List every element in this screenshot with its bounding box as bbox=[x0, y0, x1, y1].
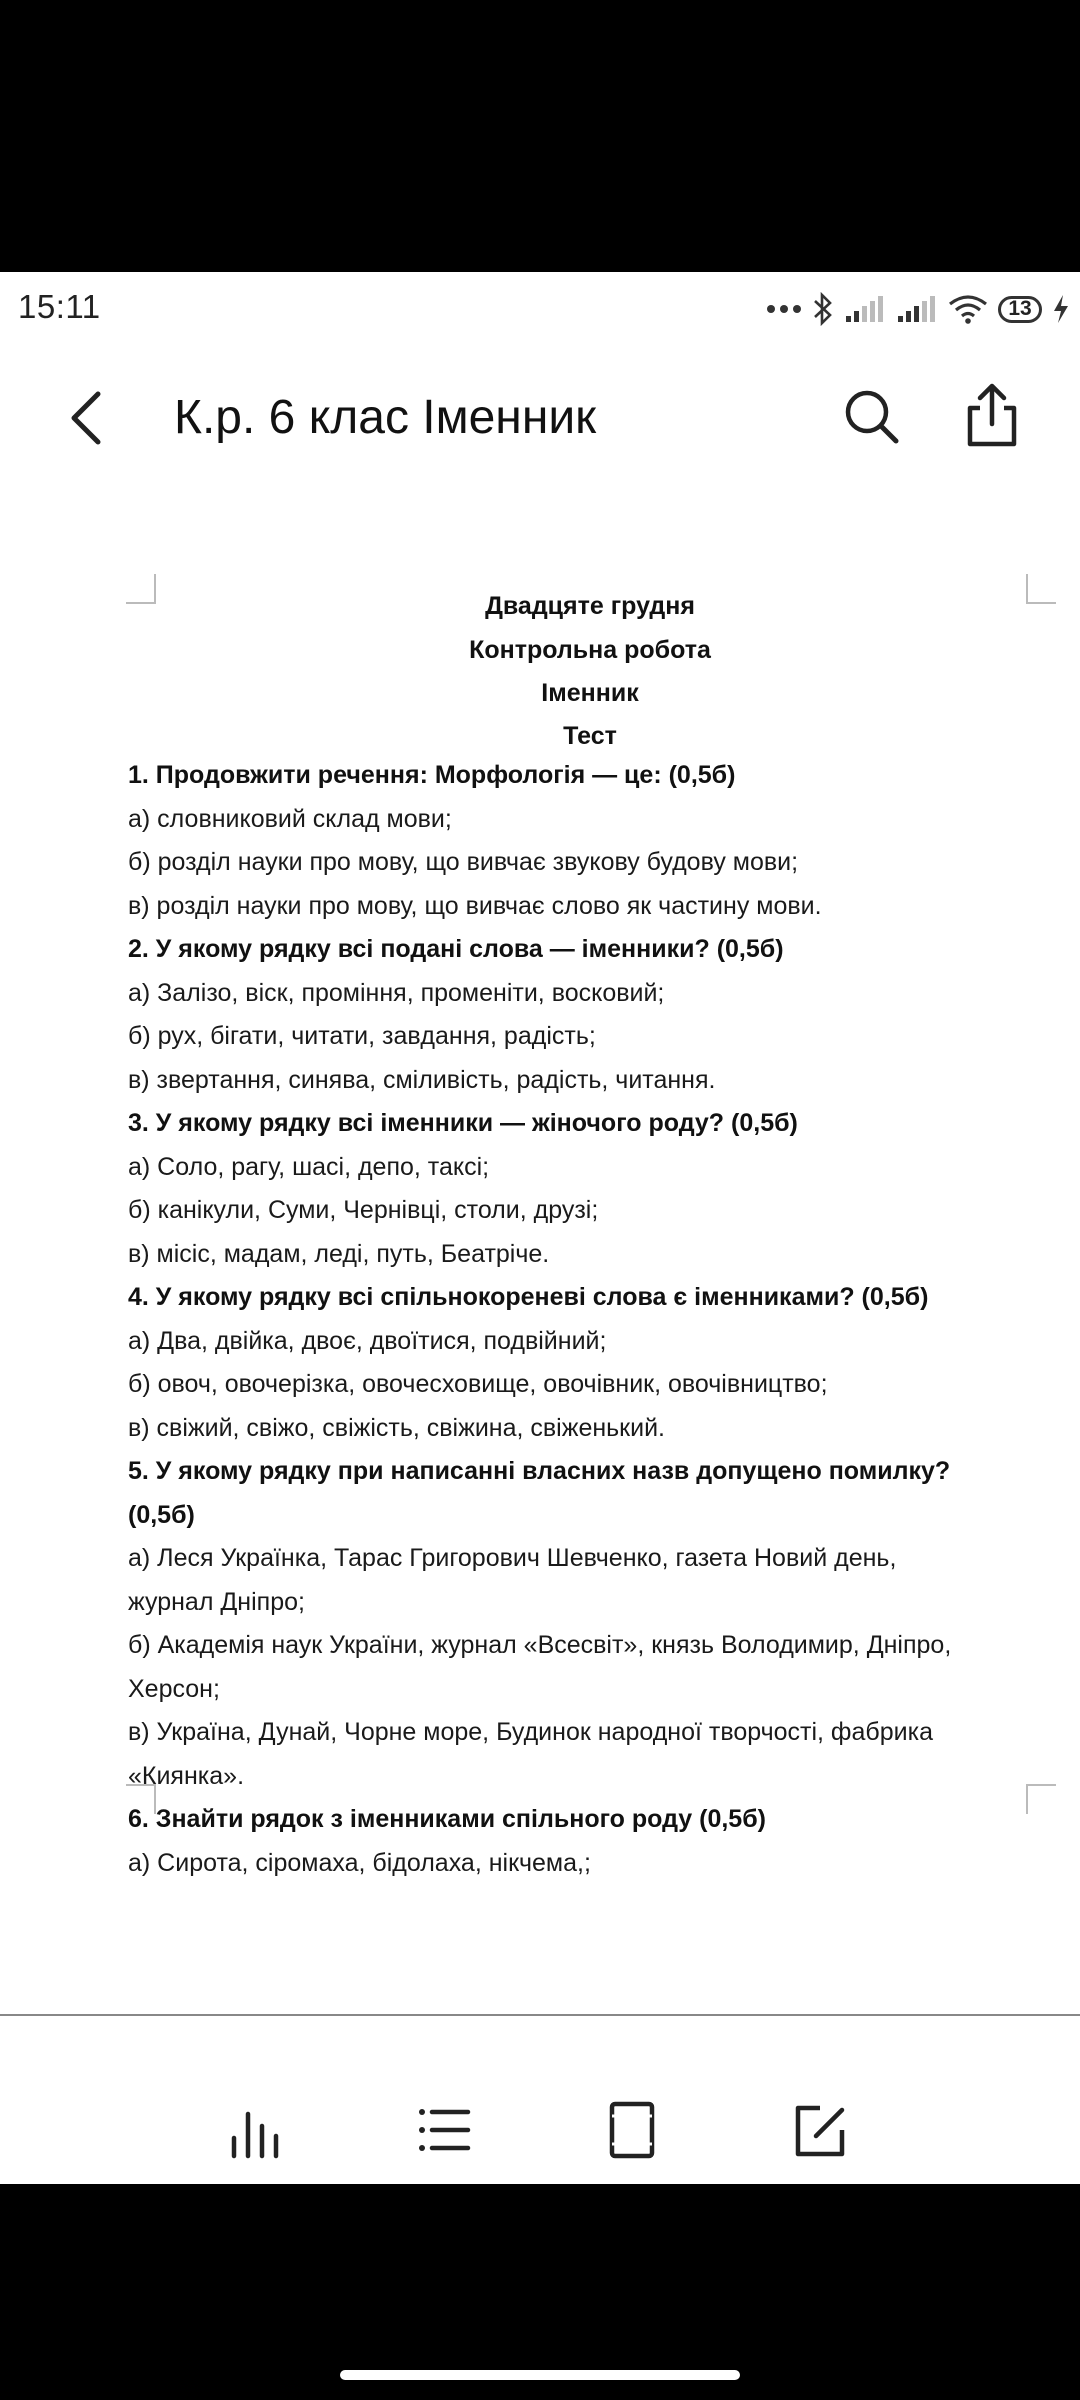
battery-level: 13 bbox=[1008, 297, 1032, 320]
list-icon bbox=[414, 2100, 474, 2160]
more-dots-icon bbox=[766, 303, 802, 315]
page-corner-mark bbox=[1026, 1784, 1056, 1814]
fullscreen-button[interactable] bbox=[602, 2100, 662, 2160]
question-text: 2. У якому рядку всі подані слова — іменники? (0,5б) bbox=[128, 935, 784, 963]
stats-button[interactable] bbox=[226, 2100, 286, 2160]
bluetooth-icon bbox=[812, 292, 834, 326]
document-body bbox=[128, 754, 988, 1885]
contents-button[interactable] bbox=[414, 2100, 474, 2160]
doc-heading-topic: Іменник bbox=[541, 679, 639, 707]
answer-option: а) словниковий склад мови; bbox=[128, 804, 452, 833]
screen bbox=[0, 272, 1080, 2184]
answer-option: в) свіжий, свіжо, свіжість, свіжина, свіженький. bbox=[128, 1413, 665, 1442]
question-text: (0,5б) bbox=[128, 1500, 195, 1529]
answer-option: а) Два, двійка, двоє, двоїтися, подвійний; bbox=[128, 1326, 607, 1355]
answer-option: б) розділ науки про мову, що вивчає звукову будову мови; bbox=[128, 848, 799, 876]
edit-button[interactable] bbox=[790, 2100, 850, 2160]
divider bbox=[0, 2014, 1080, 2016]
chevron-left-icon bbox=[58, 384, 118, 452]
charging-icon bbox=[1052, 294, 1070, 324]
answer-option: а) Залізо, віск, проміння, променіти, восковий; bbox=[128, 978, 665, 1007]
answer-option: а) Сирота, сіромаха, бідолаха, нікчема,; bbox=[128, 1848, 591, 1877]
bottom-toolbar bbox=[0, 2100, 1080, 2184]
answer-option: в) розділ науки про мову, що вивчає слово як частину мови. bbox=[128, 891, 822, 920]
home-indicator[interactable] bbox=[340, 2370, 740, 2380]
page-title: К.р. 6 клас Іменник bbox=[174, 391, 597, 444]
answer-option: б) Академія наук України, журнал «Всесвіт», князь Володимир, Дніпро, bbox=[128, 1631, 952, 1659]
doc-heading-type: Контрольна робота bbox=[469, 636, 711, 664]
doc-heading-test: Тест bbox=[563, 722, 617, 750]
doc-heading-date: Двадцяте грудня bbox=[485, 592, 695, 620]
fullscreen-icon bbox=[602, 2100, 662, 2160]
question-text: 5. У якому рядку при написанні власних назв допущено помилку? bbox=[128, 1457, 951, 1485]
back-button[interactable] bbox=[58, 384, 118, 452]
signal-icon bbox=[844, 294, 886, 324]
answer-option: б) канікули, Суми, Чернівці, столи, друзі; bbox=[128, 1196, 599, 1224]
status-icons bbox=[766, 286, 1070, 332]
answer-option: Херсон; bbox=[128, 1674, 220, 1703]
edit-icon bbox=[790, 2100, 850, 2160]
battery-icon bbox=[998, 296, 1042, 323]
answer-option: «Киянка». bbox=[128, 1761, 245, 1790]
answer-option: а) Леся Українка, Тарас Григорович Шевченко, газета Новий день, bbox=[128, 1544, 897, 1572]
search-icon bbox=[840, 384, 904, 448]
question-text: 4. У якому рядку всі спільнокореневі слова є іменниками? (0,5б) bbox=[128, 1283, 929, 1311]
answer-option: в) Україна, Дунай, Чорне море, Будинок народної творчості, фабрика bbox=[128, 1718, 933, 1746]
signal-icon-2 bbox=[896, 294, 938, 324]
answer-option: в) місіс, мадам, леді, путь, Беатріче. bbox=[128, 1239, 550, 1268]
answer-option: а) Соло, рагу, шасі, депо, таксі; bbox=[128, 1152, 490, 1181]
status-bar bbox=[0, 272, 1080, 348]
answer-option: в) звертання, синява, сміливість, радість, читання. bbox=[128, 1065, 716, 1094]
document-page[interactable] bbox=[0, 564, 1080, 1964]
answer-option: б) овоч, овочерізка, овочесховище, овочівник, овочівництво; bbox=[128, 1370, 828, 1398]
question-text: 6. Знайти рядок з іменниками спільного роду (0,5б) bbox=[128, 1805, 766, 1833]
stats-icon bbox=[226, 2100, 286, 2160]
question-text: 1. Продовжити речення: Морфологія — це: (0,5б) bbox=[128, 761, 736, 789]
answer-option: б) рух, бігати, читати, завдання, радість; bbox=[128, 1022, 596, 1050]
question-text: 3. У якому рядку всі іменники — жіночого роду? (0,5б) bbox=[128, 1109, 798, 1137]
share-icon bbox=[960, 382, 1024, 450]
search-button[interactable] bbox=[840, 384, 904, 448]
share-button[interactable] bbox=[960, 382, 1024, 450]
status-time: 15:11 bbox=[18, 288, 101, 325]
wifi-icon bbox=[948, 294, 988, 324]
answer-option: журнал Дніпро; bbox=[128, 1587, 305, 1616]
